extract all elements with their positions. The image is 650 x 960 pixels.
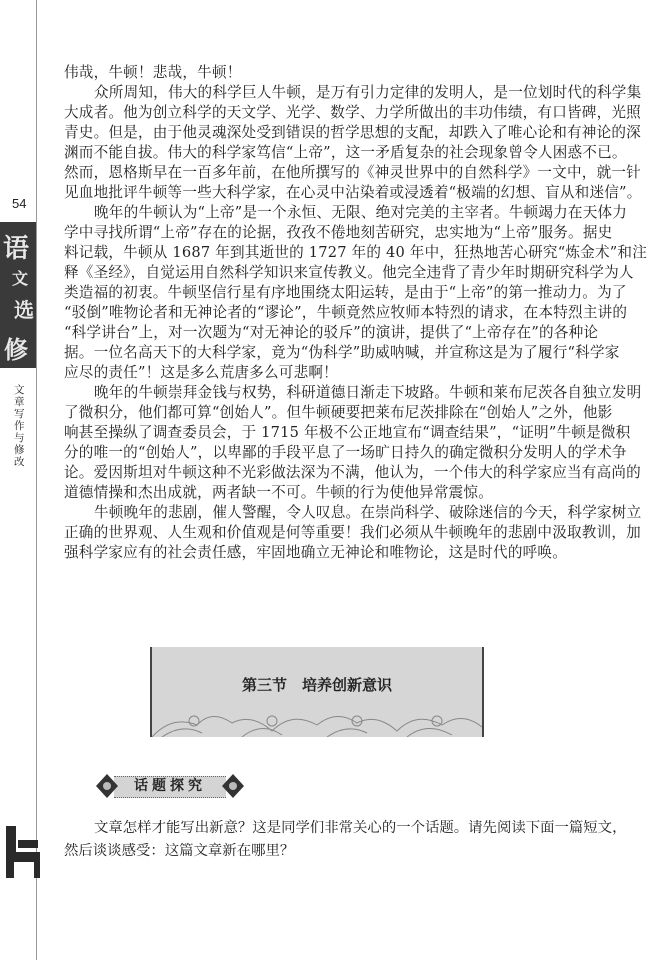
text-line: 料记载，牛顿从 1687 年到其逝世的 1727 年的 40 年中，狂热地苦心研究“炼金术”和注 xyxy=(64,244,648,261)
paragraph xyxy=(64,203,648,383)
text-line: 众所周知，伟大的科学巨人牛顿，是万有引力定律的发明人，是一位划时代的科学集 xyxy=(94,84,642,101)
text-line: 大成者。他为创立科学的天文学、光学、数学、力学所做出的丰功伟绩，有口皆碑，光照 xyxy=(64,104,641,121)
text-line: 渊而不能自拔。伟大的科学家笃信“上帝”，这一矛盾复杂的社会现象曾令人困惑不已。 xyxy=(64,144,627,161)
paragraph xyxy=(64,83,642,203)
text-line: “驳倒”唯物论者和无神论者的“谬论”，牛顿竟然应牧师本特烈的请求，在本特烈主讲的 xyxy=(64,304,628,321)
text-line: 分的唯一的“创始人”，以卑鄙的手段平息了一场旷日持久的确定微积分发明人的学术争 xyxy=(64,444,627,461)
text-line: 释《圣经》，自觉运用自然科学知识来宣传教义。他完全违背了青少年时期研究科学为人 xyxy=(64,264,634,281)
cloud-pattern-decoration xyxy=(152,707,482,737)
paragraph xyxy=(64,63,620,83)
section-banner xyxy=(150,647,484,737)
side-tab-char: 修 xyxy=(4,335,28,364)
text-line: 晚年的牛顿崇拜金钱与权势，科研道德日渐走下坡路。牛顿和莱布尼茨各自独立发明 xyxy=(94,384,642,401)
text-line: 应尽的责任”！这是多么荒唐多么可悲啊！ xyxy=(64,364,338,381)
paragraph xyxy=(64,383,642,503)
text-line: 强科学家应有的社会责任感，牢固地确立无神论和唯物论，这是时代的呼唤。 xyxy=(64,544,567,561)
chair-icon xyxy=(2,822,44,880)
section-title: 第三节 培养创新意识 xyxy=(241,676,392,694)
text-line: 然而，恩格斯早在一百多年前，在他所撰写的《神灵世界中的自然科学》一文中，就一针 xyxy=(64,164,641,181)
text-line: 然后谈谈感受：这篇文章新在哪里？ xyxy=(64,843,295,859)
text-line: 据。一位名高天下的大科学家，竟为“伪科学”助威呐喊，并宣称这是为了履行“科学家 xyxy=(64,344,620,361)
text-line: 论。爱因斯坦对牛顿这种不光彩做法深为不满，他认为，一个伟大的科学家应当有高尚的 xyxy=(64,464,641,481)
text-line: 文章怎样才能写出新意？这是同学们非常关心的一个话题。请先阅读下面一篇短文， xyxy=(94,820,627,836)
topic-header xyxy=(94,772,246,800)
text-line: 类造福的初衷。牛顿坚信行星有序地围绕太阳运转，是由于“上帝”的第一推动力。为了 xyxy=(64,284,627,301)
side-subtitle: 文章写作与修改 xyxy=(14,384,25,468)
side-tab-char: 文 xyxy=(12,269,29,288)
text-line: 学中寻找所谓“上帝”存在的论据，孜孜不倦地刻苦研究，忠实地为“上帝”服务。据史 xyxy=(64,224,613,241)
text-line: 了微积分，他们都可算“创始人”。但牛顿硬要把莱布尼茨排除在“创始人”之外，他影 xyxy=(64,404,613,421)
paragraph xyxy=(64,503,642,563)
text-line: 响甚至操纵了调查委员会，于 1715 年极不公正地宣布“调查结果”，“证明”牛顿是微积 xyxy=(64,424,631,441)
text-line: 道德情操和杰出成就，两者缺一不可。牛顿的行为使他异常震惊。 xyxy=(64,484,494,501)
side-tab-char: 语 xyxy=(3,234,30,264)
side-tab xyxy=(0,222,36,368)
topic-title: 话题探究 xyxy=(134,778,206,794)
text-line: 牛顿晚年的悲剧，催人警醒，令人叹息。在崇尚科学、破除迷信的今天，科学家树立 xyxy=(94,504,642,521)
margin-rule xyxy=(36,0,37,960)
article-body xyxy=(64,63,648,563)
text-line: “科学讲台”上，对一次题为“对无神论的驳斥”的演讲，提供了“上帝存在”的各种论 xyxy=(64,324,599,341)
text-line: 正确的世界观、人生观和价值观是何等重要！我们必须从牛顿晚年的悲剧中汲取教训，加 xyxy=(64,524,641,541)
text-line: 见血地批评牛顿等一些大科学家，在心灵中沾染着或浸透着“极端的幻想、盲从和迷信”。 xyxy=(64,184,642,201)
side-tab-char: 选 xyxy=(14,298,34,322)
text-line: 青史。但是，由于他灵魂深处受到错误的哲学思想的支配，却跌入了唯心论和有神论的深 xyxy=(64,124,641,141)
text-line: 晚年的牛顿认为“上帝”是一个永恒、无限、绝对完美的主宰者。牛顿竭力在天体力 xyxy=(94,204,628,221)
text-line: 伟哉，牛顿！悲哉，牛顿！ xyxy=(64,64,242,81)
intro-text xyxy=(64,817,627,863)
page-number: 54 xyxy=(12,196,27,211)
